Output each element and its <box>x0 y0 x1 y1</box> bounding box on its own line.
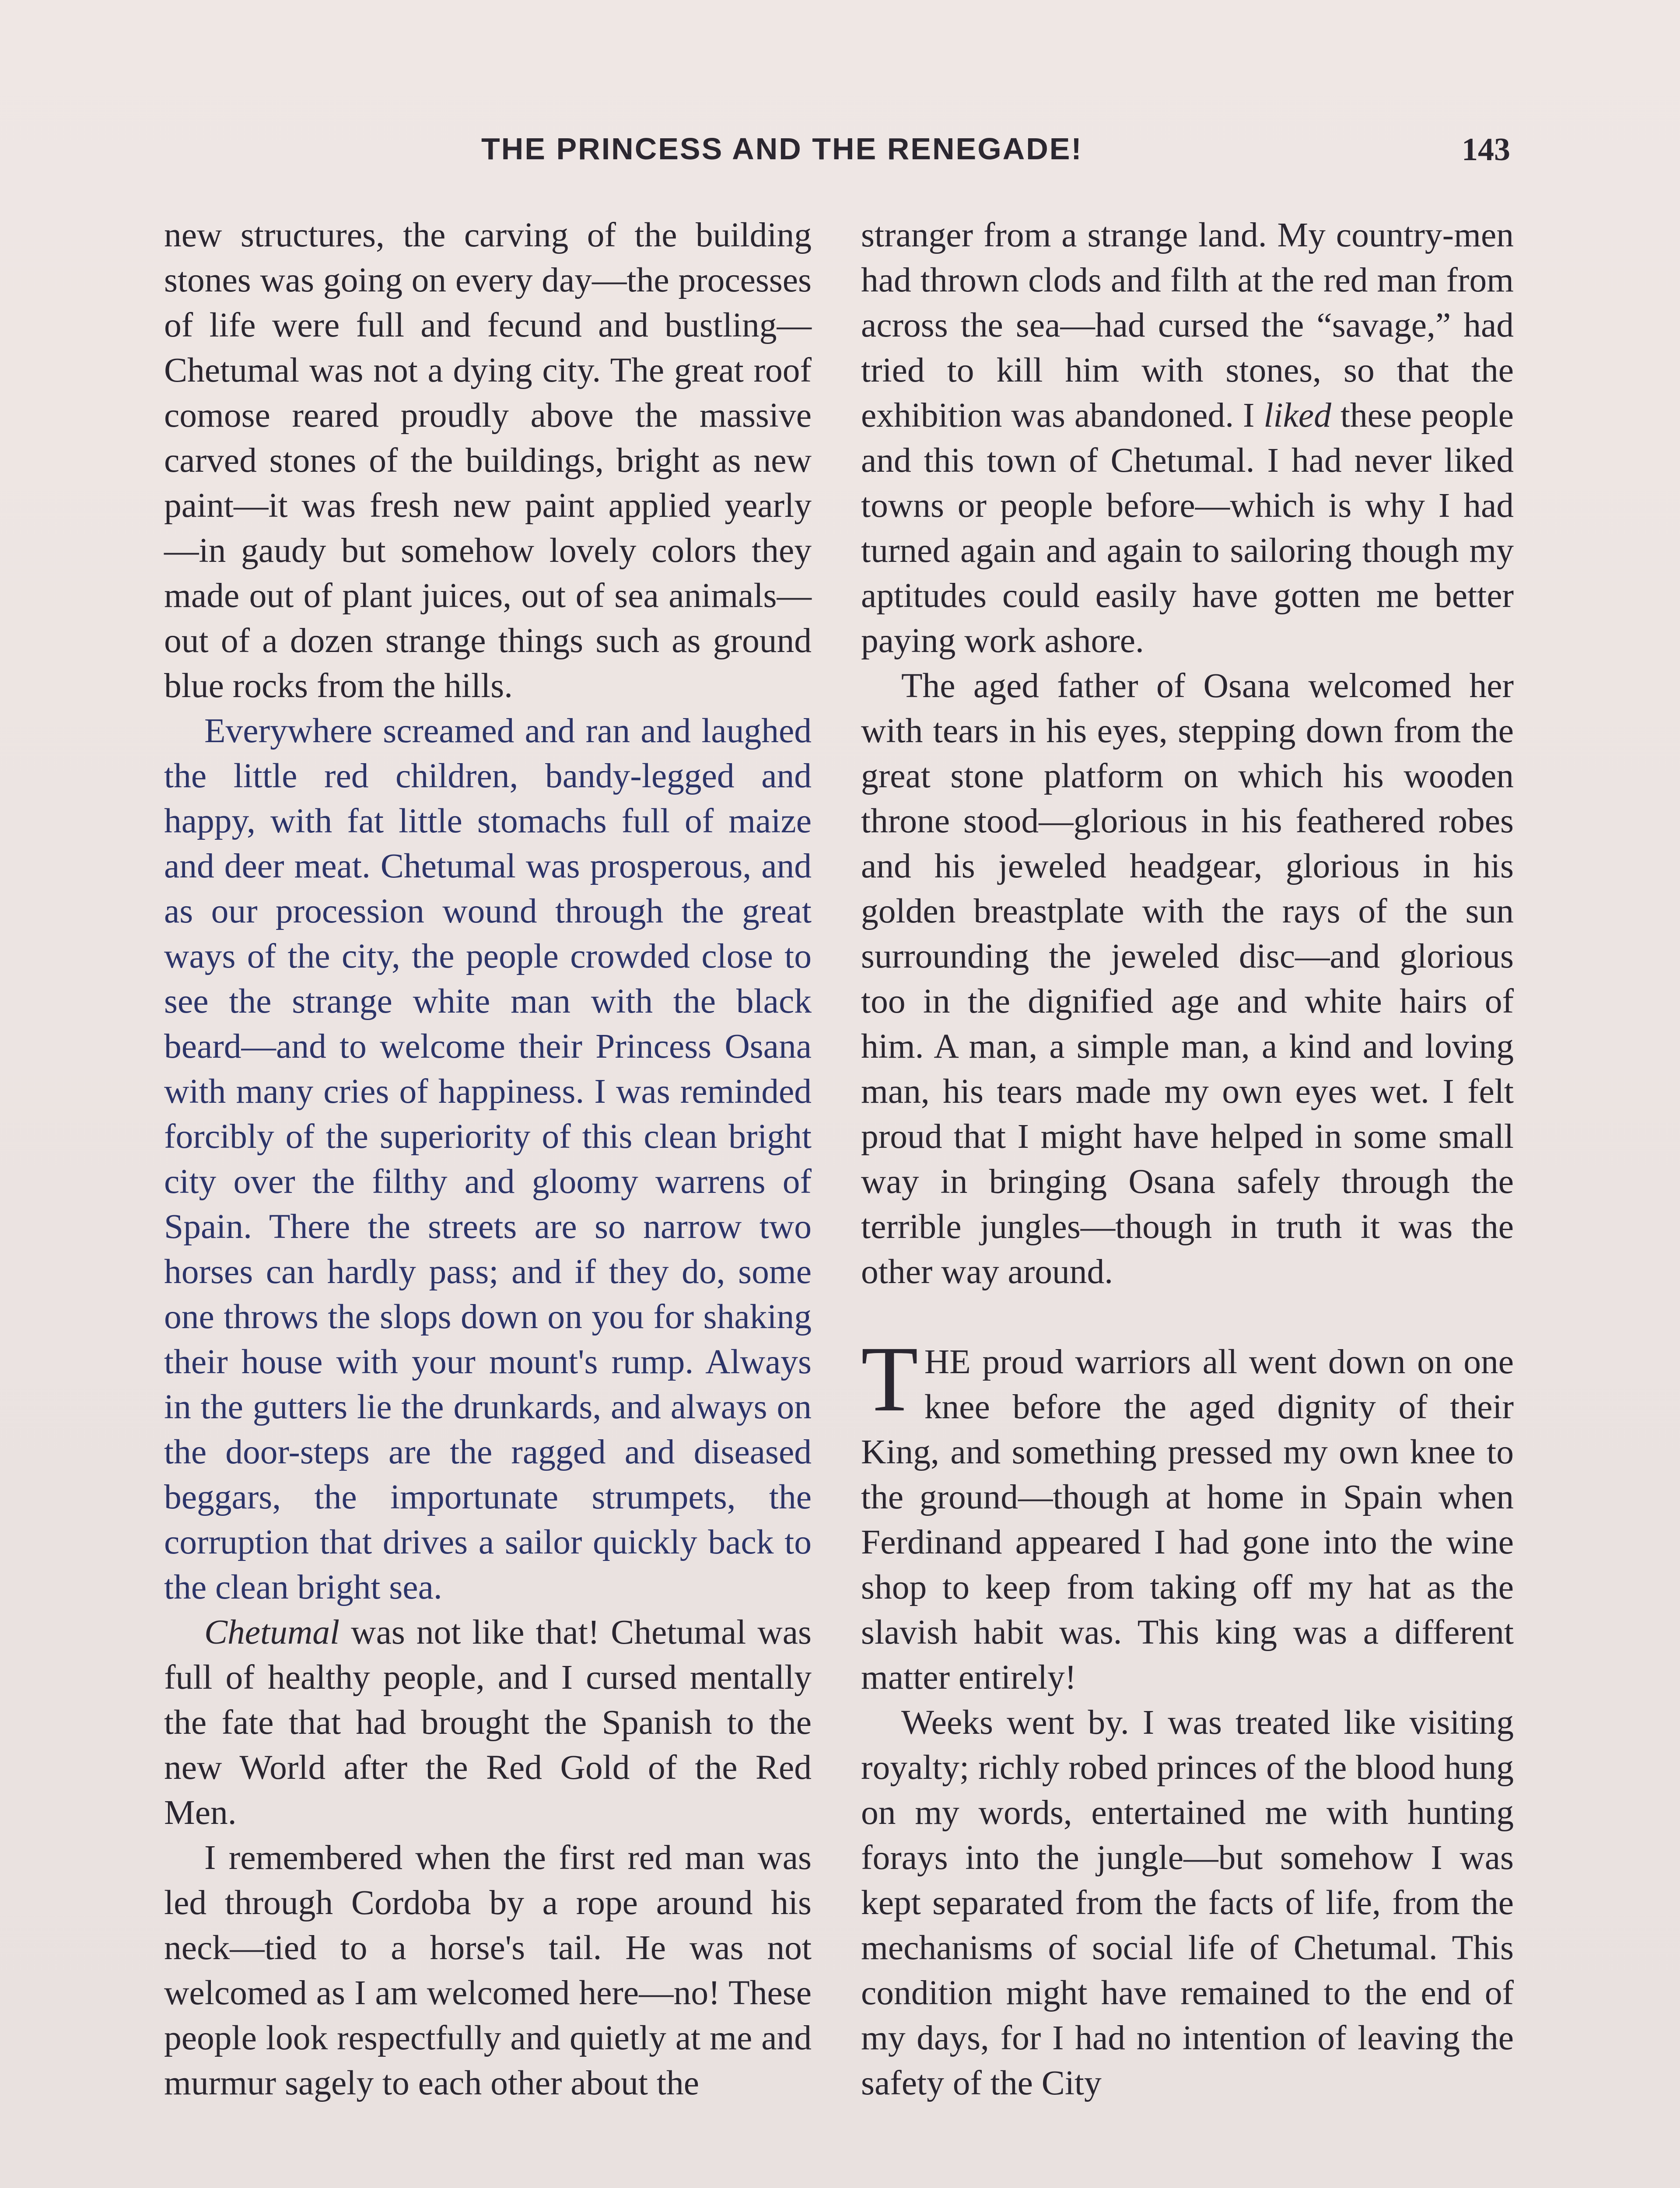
paragraph: new structures, the carving of the building stones was going on every day—the processes of life were full and fecund and bustling—Chetumal was not a dying city. The great roof comose reared proudly above the massive carved stones of the buildings, bright as new paint—it was fresh new paint applied yearly—in gaudy but somehow lovely colors they made out of plant juices, out of sea animals—out of a dozen strange things such as ground blue rocks from the hills. <box>164 216 812 705</box>
paragraph-text: HE proud warriors all went down on one knee before the aged dignity of their King, and something pressed my own knee to the ground—though at home in Spain when Ferdinand appeared I had gone into the wine shop to keep from taking off my hat as the slavish habit was. This king was a different matter entirely! <box>861 1343 1514 1697</box>
paragraph: I remembered when the first red man was led through Cordoba by a rope around his neck—tied to a horse's tail. He was not welcomed as I am welcomed here—no! These people look respectfully and quietly at me and murmur sagely to each other about the <box>164 1838 812 2102</box>
right-column <box>861 213 1514 2106</box>
paragraph-text: stranger from a strange land. My country-men had thrown clods and filth at the red man from across the sea—had cursed the “savage,” had tried to kill him with stones, so that the exhibition was abandoned. I <box>861 216 1514 435</box>
paragraph: Weeks went by. I was treated like visiting royalty; richly robed princes of the blood hung on my words, entertained me with hunting forays into the jungle—but somehow I was kept separated from the facts of life, from the mechanisms of social life of Chetumal. This condition might have remained to the end of my days, for I had no intention of leaving the safety of the City <box>861 1703 1514 2102</box>
paragraph-text: these people and this town of Chetumal. I had never liked towns or people before—which is why I had turned again and again to sailoring though my aptitudes could easily have gotten me better paying work ashore. <box>861 396 1514 660</box>
italic-word: Chetumal <box>204 1613 340 1652</box>
italic-word: liked <box>1264 396 1331 435</box>
running-title: THE PRINCESS AND THE RENEGADE! <box>481 132 1083 166</box>
paragraph <box>861 213 1514 663</box>
drop-cap: T <box>861 1327 918 1431</box>
paragraph <box>861 1327 1514 1700</box>
page-number: 143 <box>1462 132 1510 168</box>
paragraph <box>164 1610 812 1835</box>
paragraph: Everywhere screamed and ran and laughed the little red children, bandy-legged and happy, with fat little stomachs full of maize and deer meat. Chetumal was prosperous, and as our procession wound through the great ways of the city, the people crowded close to see the strange white man with the black beard—and to welcome their Princess Osana with many cries of happiness. I was reminded forcibly of the superiority of this clean bright city over the filthy and gloomy warrens of Spain. There the streets are so narrow two horses can hardly pass; and if they do, some one throws the slops down on you for shaking their house with your mount's rump. Always in the gutters lie the drunkards, and always on the door-steps are the ragged and diseased beggars, the importunate strumpets, the corruption that drives a sailor quickly back to the clean bright sea. <box>164 712 812 1606</box>
paragraph-text: was not like that! Chetumal was full of healthy people, and I cursed mentally the fate that had brought the Spanish to the new World after the Red Gold of the Red Men. <box>164 1613 812 1832</box>
paragraph: The aged father of Osana welcomed her with tears in his eyes, stepping down from the great stone platform on which his wooden throne stood—glorious in his feathered robes and his jeweled headgear, glorious in his golden breastplate with the rays of the sun surrounding the jeweled disc—and glorious too in the dignified age and white hairs of him. A man, a simple man, a kind and loving man, his tears made my own eyes wet. I felt proud that I might have helped in some small way in bringing Osana safely through the terrible jungles—though in truth it was the other way around. <box>861 666 1514 1291</box>
left-column <box>164 213 812 2106</box>
